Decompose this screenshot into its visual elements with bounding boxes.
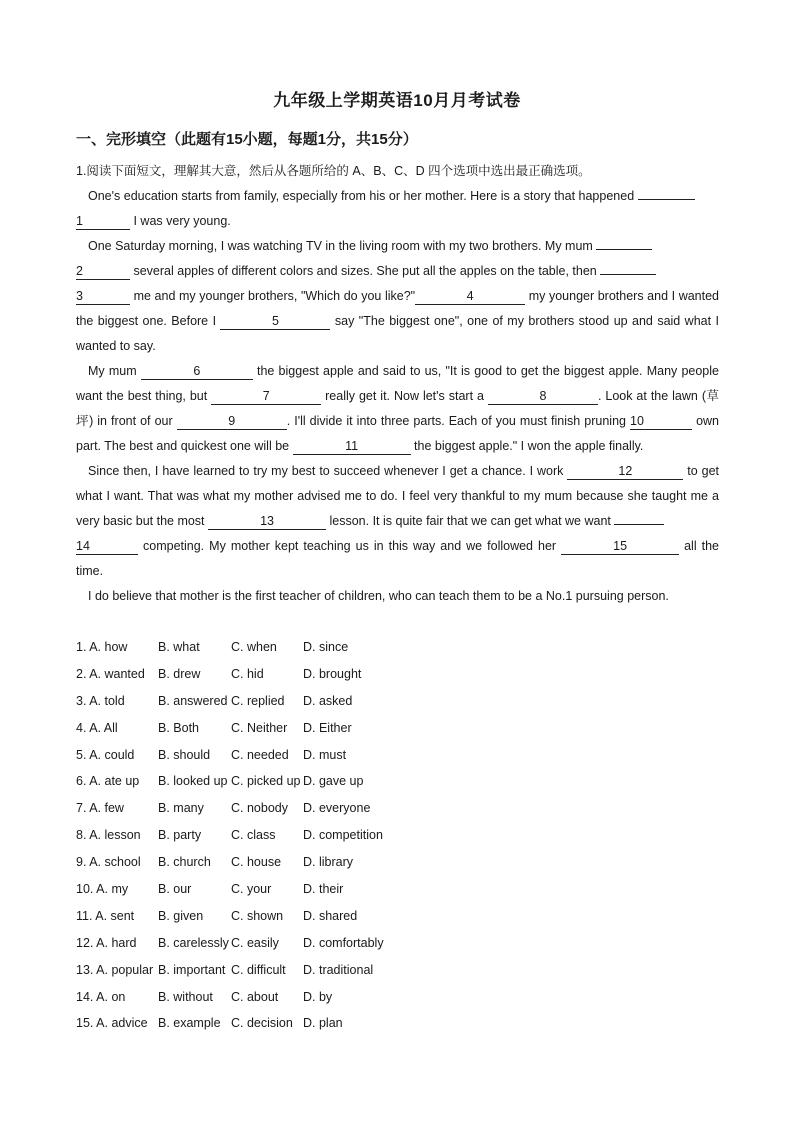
blank-2 — [596, 234, 652, 250]
question-15-options — [76, 1010, 403, 1037]
passage-text: One's education starts from family, especially from his or her mother. Here is a story that happened — [88, 189, 638, 203]
passage-text: really get it. Now let's start a — [321, 389, 488, 403]
option-d[interactable]: D. library — [303, 855, 354, 870]
passage-paragraph-2 — [76, 234, 719, 359]
blank-number-6: 6 — [141, 364, 253, 380]
passage-text: to get what I want. That was what my mother advised me to do. I feel very thankful to my mum because she taught me a very basic but the most — [76, 464, 720, 528]
option-d[interactable]: D. their — [303, 882, 344, 897]
option-b[interactable]: B. answered — [158, 693, 228, 708]
blank-number-4: 4 — [415, 289, 525, 305]
option-c[interactable]: C. your — [231, 882, 272, 897]
option-a[interactable]: 2. A. wanted — [76, 666, 145, 681]
passage-text: several apples of different colors and sizes. She put all the apples on the table, then — [130, 264, 601, 278]
option-c[interactable]: C. about — [231, 989, 279, 1004]
blank-number-15: 15 — [561, 539, 679, 555]
option-d[interactable]: D. everyone — [303, 801, 371, 816]
instruction-text: 1.阅读下面短文，理解其大意，然后从各题所给的 A、B、C、D 四个选项中选出最正确选项。 — [76, 164, 591, 178]
blank-number-9: 9 — [177, 414, 287, 430]
passage-text: . I'll divide it into three parts. Each of you must finish pruning — [286, 414, 631, 428]
blank-number-5: 5 — [220, 314, 330, 330]
question-14-options — [76, 984, 403, 1011]
option-a[interactable]: 12. A. hard — [76, 935, 137, 950]
option-a[interactable]: 7. A. few — [76, 801, 124, 816]
option-c[interactable]: C. decision — [231, 1016, 293, 1031]
passage-text: My mum — [88, 364, 141, 378]
option-d[interactable]: D. shared — [303, 908, 358, 923]
option-b[interactable]: B. drew — [158, 666, 201, 681]
option-a[interactable]: 9. A. school — [76, 855, 141, 870]
question-2-options — [76, 661, 403, 688]
blank-3 — [600, 259, 656, 275]
blank-number-14: 14 — [76, 539, 138, 555]
option-c[interactable]: C. nobody — [231, 801, 288, 816]
option-a[interactable]: 6. A. ate up — [76, 774, 140, 789]
option-c[interactable]: C. easily — [231, 935, 279, 950]
option-b[interactable]: B. looked up — [158, 774, 228, 789]
option-d[interactable]: D. comfortably — [303, 935, 384, 950]
option-c[interactable]: C. needed — [231, 747, 289, 762]
option-a[interactable]: 13. A. popular — [76, 962, 154, 977]
option-c[interactable]: C. shown — [231, 908, 284, 923]
option-a[interactable]: 1. A. how — [76, 640, 128, 654]
option-a[interactable]: 4. A. All — [76, 720, 118, 735]
option-d[interactable]: D. by — [303, 989, 333, 1004]
option-b[interactable]: B. our — [158, 882, 192, 897]
option-a[interactable]: 14. A. on — [76, 989, 126, 1004]
option-c[interactable]: C. Neither — [231, 720, 288, 735]
option-c[interactable]: C. house — [231, 855, 282, 870]
option-b[interactable]: B. should — [158, 747, 211, 762]
option-c[interactable]: C. difficult — [231, 962, 286, 977]
passage-text: the biggest apple." I won the apple finally. — [410, 439, 644, 453]
question-6-options — [76, 768, 403, 795]
option-b[interactable]: B. church — [158, 855, 211, 870]
blank-number-3: 3 — [76, 289, 130, 305]
passage-paragraph-5: I do believe that mother is the first teacher of children, who can teach them to be a No.1 pursuing person. — [88, 589, 669, 603]
passage-text: own part. The best and quickest one will be — [76, 414, 720, 453]
option-b[interactable]: B. what — [158, 640, 200, 654]
option-d[interactable]: D. Either — [303, 720, 352, 735]
option-d[interactable]: D. must — [303, 747, 347, 762]
option-a[interactable]: 8. A. lesson — [76, 828, 141, 843]
question-9-options — [76, 849, 403, 876]
passage-paragraph-4 — [76, 459, 719, 584]
passage-text: all the time. — [76, 539, 719, 578]
question-1-options — [76, 634, 403, 661]
blank-number-1: 1 — [76, 214, 130, 230]
blank-number-13: 13 — [208, 514, 326, 530]
option-d[interactable]: D. brought — [303, 666, 362, 681]
passage-paragraph-3 — [76, 359, 719, 459]
option-b[interactable]: B. many — [158, 801, 204, 816]
question-7-options — [76, 795, 403, 822]
option-a[interactable]: 11. A. sent — [76, 908, 135, 923]
option-c[interactable]: C. class — [231, 828, 276, 843]
option-a[interactable]: 3. A. told — [76, 693, 125, 708]
passage-text: Since then, I have learned to try my best to succeed whenever I get a chance. I work — [88, 464, 568, 478]
option-b[interactable]: B. important — [158, 962, 226, 977]
passage-text: lesson. It is quite fair that we can get what we want — [326, 514, 615, 528]
option-d[interactable]: D. asked — [303, 693, 353, 708]
question-12-options — [76, 930, 403, 957]
blank-number-10: 10 — [630, 414, 692, 430]
passage-text: my younger brothers and I wanted the biggest one. Before I — [76, 289, 719, 328]
option-b[interactable]: B. without — [158, 989, 213, 1004]
passage-text: say "The biggest one", one of my brothers stood up and said what I wanted to say. — [76, 314, 719, 353]
passage-text: me and my younger brothers, "Which do you like?" — [130, 289, 416, 303]
passage-text: competing. My mother kept teaching us in this way and we followed her — [138, 539, 562, 553]
question-3-options — [76, 688, 403, 715]
option-d[interactable]: D. since — [303, 640, 349, 654]
option-c[interactable]: C. replied — [231, 693, 285, 708]
option-d[interactable]: D. plan — [303, 1016, 343, 1031]
option-b[interactable]: B. example — [158, 1016, 221, 1031]
option-d[interactable]: D. gave up — [303, 774, 364, 789]
page-title: 九年级上学期英语10月月考试卷 — [273, 91, 521, 110]
option-c[interactable]: C. hid — [231, 666, 264, 681]
option-a[interactable]: 15. A. advice — [76, 1016, 148, 1031]
option-c[interactable]: C. picked up — [231, 774, 301, 789]
cloze-passage — [76, 184, 719, 609]
option-d[interactable]: D. competition — [303, 828, 383, 843]
option-c[interactable]: C. when — [231, 640, 277, 654]
question-8-options — [76, 822, 403, 849]
blank-number-8: 8 — [488, 389, 598, 405]
passage-paragraph-1 — [76, 184, 719, 234]
option-b[interactable]: B. given — [158, 908, 204, 923]
option-d[interactable]: D. traditional — [303, 962, 374, 977]
section-heading: 一、完形填空（此题有15小题，每题1分，共15分） — [76, 131, 418, 148]
question-10-options — [76, 876, 403, 903]
option-b[interactable]: B. party — [158, 828, 202, 843]
option-b[interactable]: B. carelessly — [158, 935, 229, 950]
passage-text: I was very young. — [130, 214, 231, 228]
blank-number-11: 11 — [293, 439, 411, 455]
blank-1 — [638, 184, 695, 200]
blank-14 — [614, 509, 664, 525]
question-13-options — [76, 957, 403, 984]
passage-text: . Look at the lawn (草坪) in front of our — [76, 389, 719, 428]
option-b[interactable]: B. Both — [158, 720, 199, 735]
option-a[interactable]: 5. A. could — [76, 747, 135, 762]
question-5-options — [76, 742, 403, 769]
passage-text: One Saturday morning, I was watching TV in the living room with my two brothers. My mum — [88, 239, 597, 253]
option-a[interactable]: 10. A. my — [76, 882, 129, 897]
question-11-options — [76, 903, 403, 930]
answer-options — [76, 634, 403, 1037]
blank-number-7: 7 — [211, 389, 321, 405]
blank-number-12: 12 — [567, 464, 683, 480]
blank-number-2: 2 — [76, 264, 130, 280]
passage-text: the biggest apple and said to us, "It is good to get the biggest apple. Many people want the best thing, but — [76, 364, 719, 403]
question-4-options — [76, 715, 403, 742]
